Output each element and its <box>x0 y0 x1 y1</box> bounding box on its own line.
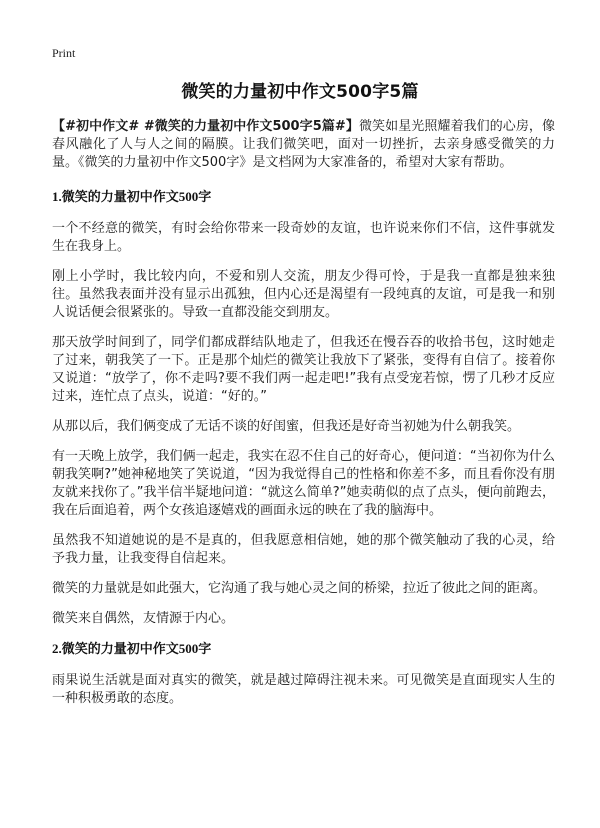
section-1-paragraph: 微笑的力量就是如此强大，它沟通了我与她心灵之间的桥梁，拉近了彼此之间的距离。 <box>52 581 547 596</box>
intro-paragraph <box>52 118 555 172</box>
section-1-paragraph: 一个不经意的微笑，有时会给你带来一段奇妙的友谊，也许说来你们不信，这件事就发生在我身上。 <box>52 221 555 254</box>
article-body <box>52 118 555 720</box>
intro-text: 微笑如星光照耀着我们的心房，像春风融化了人与人之间的隔膜。让我们微笑吧，面对一切挫折，去亲身感受微笑的力量。《微笑的力量初中作文500字》是文档网为大家准备的，希望对大家有帮助。 <box>52 119 555 170</box>
section-1-paragraph: 从那以后，我们俩变成了无话不谈的好闺蜜，但我还是好奇当初她为什么朝我笑。 <box>52 419 521 434</box>
intro-tag: 【#初中作文# #微笑的力量初中作文500字5篇#】 <box>52 119 359 134</box>
section-2-paragraph: 雨果说生活就是面对真实的微笑，就是越过障碍注视未来。可见微笑是直面现实人生的一种积极勇敢的态度。 <box>52 673 555 706</box>
section-2-heading: 2.微笑的力量初中作文500字 <box>52 641 212 656</box>
section-1-paragraph: 那天放学时间到了，同学们都成群结队地走了，但我还在慢吞吞的收拾书包，这时她走了过来，朝我笑了一下。正是那个灿烂的微笑让我放下了紧张，变得有自信了。接着你又说道：“放学了，你不走吗?要不我们两一起走吧!”我有点受宠若惊，愣了几秒才反应过来，连忙点了点头，说道：“好的。” <box>52 335 555 404</box>
article-title: 微笑的力量初中作文500字5篇 <box>181 82 419 102</box>
section-1-paragraph: 有一天晚上放学，我们俩一起走，我实在忍不住自己的好奇心，便问道：“当初你为什么朝我笑啊?”她神秘地笑了笑说道，“因为我觉得自己的性格和你差不多，而且看你没有朋友就来找你了。”我半信半疑地问道：“就这么简单?”她卖萌似的点了点头，便向前跑去，我在后面追着，两个女孩追逐嬉戏的画面永远的映在了我的脑海中。 <box>52 449 555 518</box>
section-1-paragraph: 刚上小学时，我比较内向，不爱和别人交流，朋友少得可怜，于是我一直都是独来独往。虽然我表面并没有显示出孤独，但内心还是渴望有一段纯真的友谊，可是我一和别人说话便会很紧张的。导致一直都没能交到朋友。 <box>52 269 555 320</box>
section-1-heading: 1.微笑的力量初中作文500字 <box>52 189 212 204</box>
section-1-paragraph: 微笑来自偶然，友情源于内心。 <box>52 611 235 626</box>
section-1-paragraph: 虽然我不知道她说的是不是真的，但我愿意相信她，她的那个微笑触动了我的心灵，给予我力量，让我变得自信起来。 <box>52 533 555 566</box>
print-link[interactable]: Print <box>52 46 76 60</box>
